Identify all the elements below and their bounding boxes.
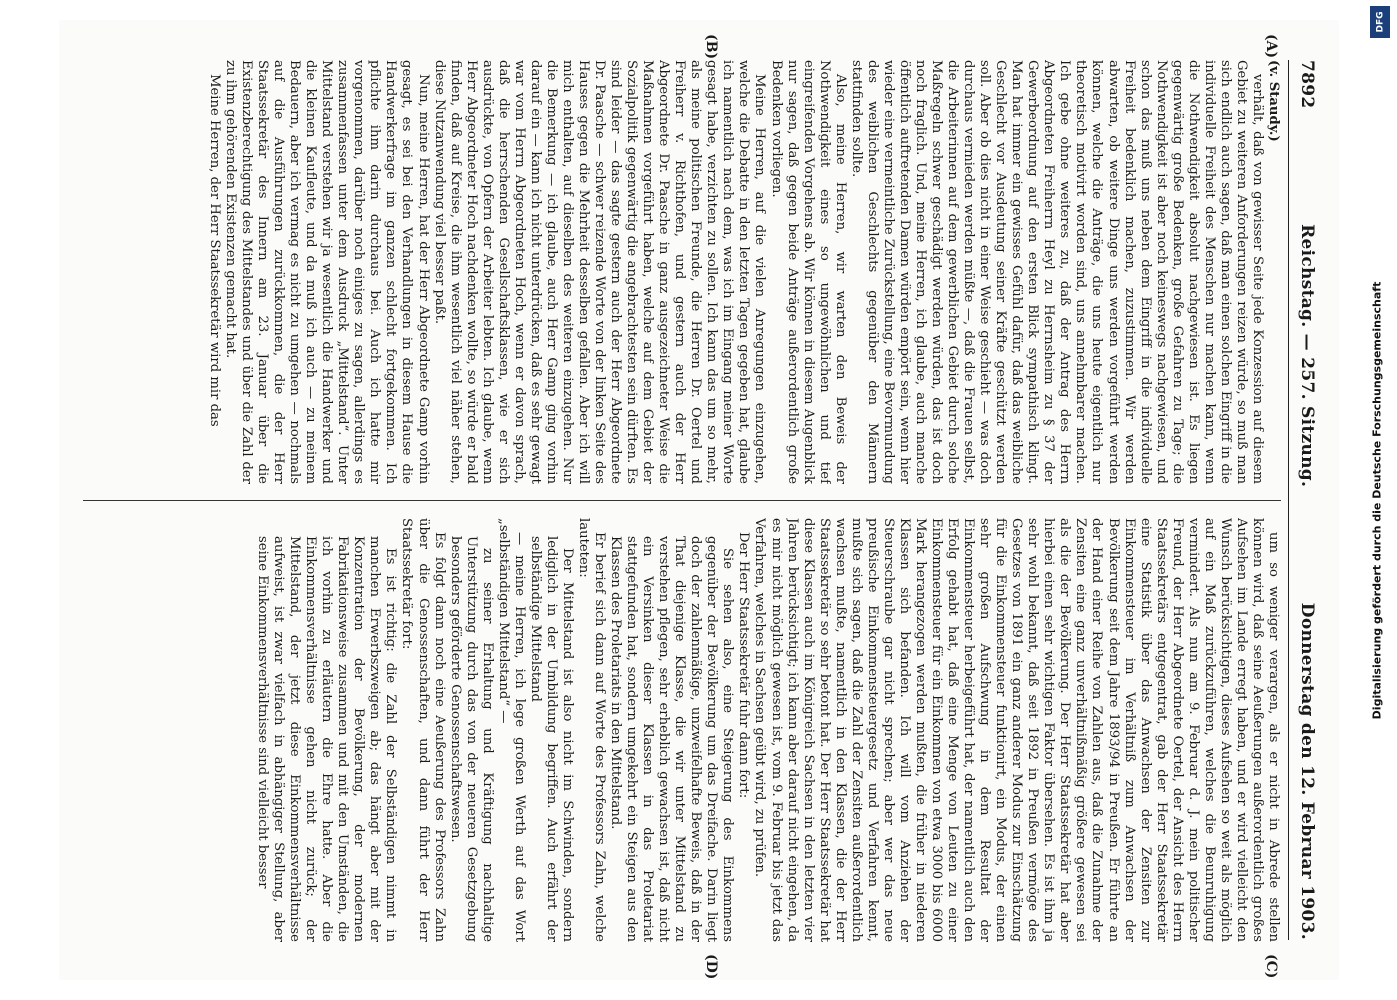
speaker-label: (v. Staudy.) <box>1265 60 1281 142</box>
rotated-document-page <box>59 20 1339 980</box>
paragraph-text: — meine Herren, ich lege großen Werth auf das Wort „selbständigen Mittelstand“ — <box>495 518 527 942</box>
margin-marker-d: (D) <box>702 954 719 980</box>
paragraph-text: Es folgt dann noch eine Aeußerung des Professors Zahn über die Genossenschaften, und dann führt der Herr Staatssekretär fort: <box>398 518 447 942</box>
paragraph <box>446 518 494 942</box>
running-head <box>1293 60 1321 940</box>
column-divider <box>83 500 1281 501</box>
header-left-title: Reichstag. — 257. Sitzung. <box>1296 224 1317 488</box>
paragraph-text: Der Herr Staatssekretär fuhr dann fort: <box>735 532 751 799</box>
paragraph-text: Meine Herren, der Herr Staatssekretär wird mir das <box>206 74 222 427</box>
paragraph-text: Er berief sich dann auf Worte des Professors Zahn, welche lauteten: <box>575 518 607 942</box>
paragraph <box>751 518 1281 942</box>
paragraph-text: um so weniger verargen, als er nicht in Abrede stellen können wird, daß seine Aeußerungen außerordentlich großes Aufsehen im Lande erregt haben, und er wird vielleicht den Wunsch berücksichtigen, dieses Aufsehen so weit als möglich auf ein Maß zurückzuführen, welches die Beunruhigung vermindert. Als nun am 9. Februar d. J. mein politischer Freund, der Herr Abgeordnete Oertel, der Ansicht des Herrn Staatssekretärs entgegentrat, gab der Herr Staatssekretär eine Statistik über das Anwachsen der Zensiten zur Einkommensteuer im Verhältniß zum Anwachsen der Bevölkerung seit dem Jahre 1893/94 in Preußen. Er führte an der Hand einer Reihe von Zahlen aus, daß die Zunahme der Zensiten eine ganz unverhältnißmäßig größere gewesen sei als die der Bevölkerung. Der Herr Staatssekretär hat aber hierbei einen sehr wichtigen Faktor übersehen. Es ist ihm ja sehr wohl bekannt, daß seit 1892 in Preußen vermöge des Gesetzes von 1891 ein ganz anderer Modus zur Einschätzung für die Einkommensteuer funktionirt, ein Modus, der einen sehr großen Aufschwung in dem Resultat der Einkommensteuer herbeigeführt hat, der namentlich auch den Erfolg gehabt hat, daß eine Menge von Leuten zu einer Einkommensteuer für ein Einkommen von etwa 3000 bis 6000 Mark herangezogen werden mußten, die früher in niederen Klassen sich befanden. Ich will vom Anziehen der Steuerschraube gar nicht sprechen; aber wer das neue preußische Einkommensteuergesetz und Verfahren kennt, mußte sich sagen, daß die Zahl der Zensiten außerordentlich wachsen mußte, namentlich in den Klassen, die der Herr Staatssekretär so sehr betont hat. Der Herr Staatssekretär hat diese Klassen auch im Königreich Sachsen in den letzten vier Jahren berücksichtigt; ich kann aber darauf nicht eingehen, da es mir nicht möglich gewesen ist, vom 9. Februar bis jetzt das Verfahren, welches in Sachsen geübt wird, zu prüfen. <box>752 518 1281 942</box>
paragraph <box>430 60 767 484</box>
header-right-title: Donnerstag den 12. Februar 1903. <box>1296 602 1317 940</box>
paragraph <box>847 60 1264 484</box>
left-column <box>83 60 1281 484</box>
paragraph-text: verhält, daß von gewisser Seite jede Konzession auf diesem Gebiet zu weiteren Anforderungen reizen würde, so muß man sich endlich auch sagen, daß man einen solchen Eingriff in die individuelle Freiheit des Menschen nur machen kann, wenn die Nothwendigkeit absolut nachgewiesen ist. Es liegen gegenwärtig große Bedenken, große Gefahren zu Tage; die Nothwendigkeit ist aber noch keineswegs nachgewiesen, und schon das muß uns neben dem Eingriff in die individuelle Freiheit bedenklich machen, zuzustimmen. Wir werden abwarten, ob weitere Dinge uns werden vorgeführt werden können, welche die Anträge, die uns heute eigentlich nur theoretisch motivirt worden sind, uns annehmbarer machen. Ich gebe ohne weiteres zu, daß der Antrag des Herrn Abgeordneten Freiherrn Heyl zu Herrnsheim zu § 37 der Gewerbeordnung auf den ersten Blick sympathisch klingt. Man hat immer ein gewisses Gefühl dafür, daß das weibliche Geschlecht vor Ausdeutung seiner Kräfte geschützt werden soll. Aber ob dies nicht in einer Weise geschieht — was doch durchaus vermieden werden müßte —, daß die Frauen selbst, die Arbeiterinnen auf dem gewerblichen Gebiet durch solche Maßregeln schwer geschädigt werden würden, das ist doch noch fraglich. Und, meine Herren, ich glaube, auch manche öffentlich auftretenden Damen würden empört sein, wenn hier wieder eine vermeintliche Zurückstellung, eine Bevormundung des weiblichen Geschlechts gegenüber den Männern stattfinden sollte. <box>848 60 1265 484</box>
header-rule <box>1288 60 1289 940</box>
right-column <box>83 518 1281 942</box>
paragraph <box>767 60 847 484</box>
paragraph <box>526 518 574 942</box>
dfg-logo: DFG <box>1370 6 1390 38</box>
paragraph <box>221 60 430 484</box>
margin-marker-a: (A) <box>1262 34 1279 59</box>
paragraph-text: Der Mittelstand ist also nicht im Schwinden, sondern lediglich in der Umbildung begriffen. Auch erfährt der selbständige Mittelstand <box>527 536 575 942</box>
paragraph <box>1264 60 1280 484</box>
paragraph-text: zu seiner Erhaltung und Kräftigung nachhaltige Unterstützung durch das von der neueren Gesetzgebung besonders geförderte Genossenschaftswesen. <box>447 536 495 942</box>
paragraph <box>574 518 606 942</box>
paragraph-text: Sie sehen also, eine Steigerung des Einkommens gegenüber der Bevölkerung um das Dreifache. Darin liegt doch der zahlenmäßige, unzweifelhafte Beweis, daß in der That diejenige Klasse, die wir unter Mittelstand zu verstehen pflegen, sehr erheblich gewachsen ist, daß nicht ein Versinken dieser Klassen in das Proletariat stattgefunden hat, sondern umgekehrt ein Steigen aus den Klassen des Proletariats in den Mittelstand. <box>607 536 735 942</box>
paragraph-text: Nun, meine Herren, hat der Herr Abgeordnete Gamp vorhin gesagt, es sei bei den Verhandlungen in diesem Hause die Handwerkerfrage im ganzen schlecht fortgekommen. Ich pflichte ihm darin durchaus bei. Auch ich hatte mir vorgenommen, darüber noch einiges zu sagen, allerdings es zusammenfassen unter dem Ausdruck „Mittelstand“. Unter Mittelstand verstehen wir ja wesentlich die Handwerker und die kleinen Kaufleute, und da muß ich auch — zu meinem Bedauern, aber ich vermag es nicht zu umgehen — nochmals auf die Ausführungen zurückkommen, die der Herr Staatssekretär des Innern am 23. Januar über die Existenzberechtigung des Mittelstandes und über die Zahl der zu ihm gehörenden Existenzen gemacht hat. <box>222 60 431 484</box>
paragraph <box>735 518 751 942</box>
margin-marker-c: (C) <box>1262 954 1279 979</box>
paragraph <box>398 518 446 942</box>
margin-marker-b: (B) <box>702 34 719 60</box>
paragraph-text: Meine Herren, auf die vielen Anregungen einzugehen, welche die Debatte in den letzten Tagen gegeben hat, glaube ich namentlich nach dem, was ich im Eingang meiner Worte gesagt habe, verzichten zu sollen. Ich kann das um so mehr, als meine politischen Freunde, die Herren Dr. Oertel und Freiherr v. Richthofen, und gestern auch der Herr Abgeordnete Dr. Paasche in ganz ausgezeichneter Weise die Maßnahmen vorgeführt haben, welche auf dem Gebiet der Sozialpolitik gegenwärtig die angebrachtesten sein dürften. Es sind leider — das sagte gestern auch der Herr Abgeordnete Dr. Paasche — schwer reizende Worte von der linken Seite des Hauses gegen die Mehrheit desselben gefallen. Aber ich will mich enthalten, auf dieselben des weiteren einzugehen. Nur die Bemerkung — ich glaube, auch Herr Gamp ging vorhin darauf ein — kann ich nicht unterdrücken, daß es sehr gewagt war vom Herrn Abgeordneten Hoch, wenn er davon sprach, daß die herrschenden Gesellschaftsklassen, wie er sich ausdrückte, von Opfern der Arbeiter lebten. Ich glaube, wenn Herr Abgeordneter Hoch nachdenken wollte, so würde er bald finden, daß auf Kreise, die ihm wesentlich viel näher stehen, diese Nutzanwendung viel besser paßt. <box>431 60 767 484</box>
paragraph <box>494 518 526 942</box>
page-number: 7892 <box>1296 60 1317 109</box>
paragraph <box>254 518 398 942</box>
digitization-credit <box>1365 0 1389 1000</box>
paragraph-text: Also, meine Herren, wir warten den Beweis der Nothwendigkeit eines so ungewöhnlichen und tief eingreifenden Vorgehens ab. Wir können in diesem Augenblick nur sagen, daß gegen beide Anträge außerordentlich große Bedenken vorliegen. <box>768 60 848 484</box>
digitization-credit-text: Digitalisierung gefördert durch die Deutsche Forschungsgemeinschaft <box>1370 281 1384 719</box>
paragraph <box>205 60 221 484</box>
paragraph-text: Es ist richtig: die Zahl der Selbständigen nimmt in manchen Erwerbszweigen ab; das hängt aber mit der Konzentration der Bevölkerung, der modernen Fabrikationsweise zusammen und mit den Umständen, die ich vorhin zu erläutern die Ehre hatte. Aber die Einkommensverhältnisse gehen nicht zurück; der Mittelstand, der jetzt diese Einkommensverhältnisse aufweist, ist zwar vielfach in abhängiger Stellung, aber seine Einkommensverhältnisse sind vielleicht besser <box>254 536 398 942</box>
paragraph <box>607 518 735 942</box>
